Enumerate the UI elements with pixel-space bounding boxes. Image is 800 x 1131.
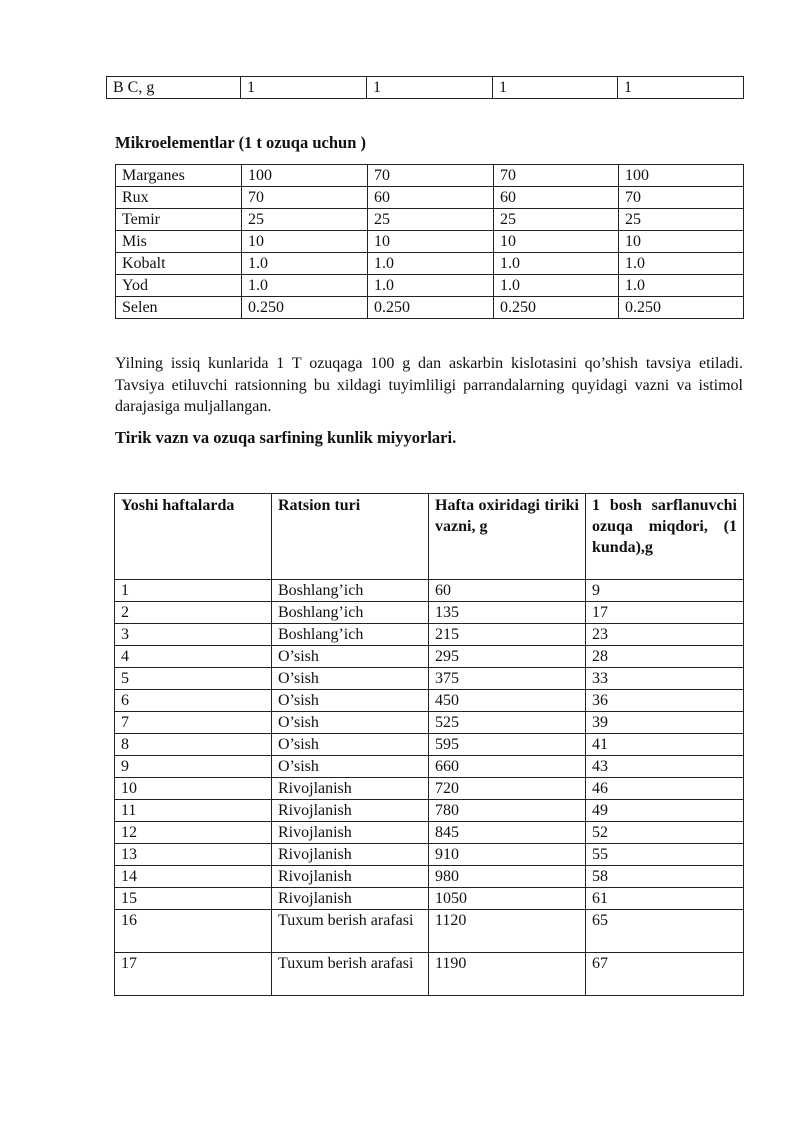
norms-table <box>114 493 744 996</box>
table-cell: 1.0 <box>368 253 494 275</box>
table-row <box>115 866 744 888</box>
table-row <box>107 77 744 99</box>
table-cell: 0.250 <box>368 297 494 319</box>
table-cell: 1 <box>618 77 744 99</box>
table-cell: 720 <box>429 778 586 800</box>
table-cell: 10 <box>242 231 368 253</box>
column-header: Ratsion turi <box>272 494 429 580</box>
table-cell: 6 <box>115 690 272 712</box>
table-cell: 135 <box>429 602 586 624</box>
table-cell: 10 <box>619 231 744 253</box>
table-cell: 43 <box>586 756 744 778</box>
table-cell: 55 <box>586 844 744 866</box>
table-cell: 60 <box>368 187 494 209</box>
table-cell: Selen <box>116 297 242 319</box>
table-cell: 65 <box>586 910 744 953</box>
table-cell: 25 <box>619 209 744 231</box>
table-cell: 10 <box>115 778 272 800</box>
column-header: Yoshi haftalarda <box>115 494 272 580</box>
table-row <box>115 734 744 756</box>
table-cell: Boshlang’ich <box>272 580 429 602</box>
table-cell: Rivojlanish <box>272 822 429 844</box>
table-cell: Mis <box>116 231 242 253</box>
column-header: Hafta oxiridagi tiriki vazni, g <box>429 494 586 580</box>
table-cell: 25 <box>242 209 368 231</box>
table-row <box>115 888 744 910</box>
table-cell: 23 <box>586 624 744 646</box>
table-row <box>116 209 744 231</box>
table-cell: 25 <box>368 209 494 231</box>
table-cell: 0.250 <box>494 297 619 319</box>
table-cell: 36 <box>586 690 744 712</box>
table-cell: Rux <box>116 187 242 209</box>
table-cell: 13 <box>115 844 272 866</box>
table-cell: Temir <box>116 209 242 231</box>
table-cell: Tuxum berish arafasi <box>272 953 429 996</box>
norms-heading: Tirik vazn va ozuqa sarfining kunlik miyyorlari. <box>115 428 457 447</box>
table-cell: 450 <box>429 690 586 712</box>
table-cell: 58 <box>586 866 744 888</box>
table-cell: Yod <box>116 275 242 297</box>
table-cell: 4 <box>115 646 272 668</box>
table-cell: Rivojlanish <box>272 866 429 888</box>
table-cell: O’sish <box>272 712 429 734</box>
table-cell: 5 <box>115 668 272 690</box>
table-cell: 1190 <box>429 953 586 996</box>
table-cell: 33 <box>586 668 744 690</box>
table-cell: 28 <box>586 646 744 668</box>
table-cell: 1 <box>367 77 493 99</box>
micro-heading: Mikroelementlar (1 t ozuqa uchun ) <box>115 133 367 152</box>
table-cell: 1050 <box>429 888 586 910</box>
table-row <box>115 580 744 602</box>
table-cell: 1.0 <box>619 253 744 275</box>
table-cell: Boshlang’ich <box>272 624 429 646</box>
table-row <box>115 953 744 996</box>
table-cell: 11 <box>115 800 272 822</box>
table-cell: 9 <box>586 580 744 602</box>
table-cell: 1120 <box>429 910 586 953</box>
table-row <box>115 690 744 712</box>
table-row <box>115 822 744 844</box>
table-row <box>116 297 744 319</box>
table-cell: 595 <box>429 734 586 756</box>
table-cell: O’sish <box>272 756 429 778</box>
top-table <box>106 76 744 99</box>
table-cell: 780 <box>429 800 586 822</box>
table-cell: 100 <box>619 165 744 187</box>
table-row <box>116 275 744 297</box>
table-cell: 17 <box>586 602 744 624</box>
table-cell: 70 <box>242 187 368 209</box>
table-cell: 100 <box>242 165 368 187</box>
table-cell: 1.0 <box>619 275 744 297</box>
table-cell: 49 <box>586 800 744 822</box>
table-cell: 70 <box>494 165 619 187</box>
table-cell: 3 <box>115 624 272 646</box>
table-cell: 660 <box>429 756 586 778</box>
table-cell: 60 <box>494 187 619 209</box>
table-cell: 1.0 <box>368 275 494 297</box>
table-cell: B C, g <box>107 77 241 99</box>
table-row <box>116 231 744 253</box>
table-cell: 41 <box>586 734 744 756</box>
table-cell: Tuxum berish arafasi <box>272 910 429 953</box>
table-cell: 1 <box>493 77 618 99</box>
table-cell: 9 <box>115 756 272 778</box>
table-cell: 70 <box>368 165 494 187</box>
table-cell: 1 <box>241 77 367 99</box>
table-cell: 61 <box>586 888 744 910</box>
table-row <box>115 646 744 668</box>
table-cell: 0.250 <box>242 297 368 319</box>
table-row <box>115 778 744 800</box>
table-cell: Boshlang’ich <box>272 602 429 624</box>
table-row <box>115 800 744 822</box>
table-cell: 60 <box>429 580 586 602</box>
table-cell: 16 <box>115 910 272 953</box>
table-cell: 67 <box>586 953 744 996</box>
table-cell: 7 <box>115 712 272 734</box>
table-cell: 845 <box>429 822 586 844</box>
table-cell: 25 <box>494 209 619 231</box>
micro-table <box>115 164 744 319</box>
table-row <box>115 910 744 953</box>
table-cell: 1.0 <box>494 275 619 297</box>
table-cell: 1.0 <box>242 253 368 275</box>
table-row <box>115 668 744 690</box>
table-cell: 17 <box>115 953 272 996</box>
table-cell: Rivojlanish <box>272 778 429 800</box>
table-cell: 1.0 <box>494 253 619 275</box>
table-cell: O’sish <box>272 690 429 712</box>
body-paragraph: Yilning issiq kunlarida 1 T ozuqaga 100 g dan askarbin kislotasini qo’shish tavsiya etiladi. Tavsiya etiluvchi ratsionning bu xildagi tuyimliligi parrandalarning quyidagi vazni va istimol darajasiga muljallangan. <box>115 355 743 415</box>
table-cell: O’sish <box>272 668 429 690</box>
table-cell: 910 <box>429 844 586 866</box>
table-row <box>115 624 744 646</box>
table-cell: O’sish <box>272 734 429 756</box>
table-cell: Rivojlanish <box>272 844 429 866</box>
table-cell: 1 <box>115 580 272 602</box>
table-cell: 52 <box>586 822 744 844</box>
table-cell: 10 <box>368 231 494 253</box>
table-cell: Rivojlanish <box>272 800 429 822</box>
table-cell: 70 <box>619 187 744 209</box>
column-header: 1 bosh sarflanuvchi ozuqa miqdori, (1 kunda),g <box>586 494 744 580</box>
table-cell: 525 <box>429 712 586 734</box>
table-cell: 8 <box>115 734 272 756</box>
table-cell: 12 <box>115 822 272 844</box>
table-cell: 0.250 <box>619 297 744 319</box>
table-cell: 46 <box>586 778 744 800</box>
table-cell: 375 <box>429 668 586 690</box>
table-row <box>116 165 744 187</box>
table-row <box>115 756 744 778</box>
table-cell: Marganes <box>116 165 242 187</box>
table-cell: Kobalt <box>116 253 242 275</box>
table-row <box>116 187 744 209</box>
table-cell: 215 <box>429 624 586 646</box>
table-cell: 980 <box>429 866 586 888</box>
table-header-row <box>115 494 744 580</box>
table-cell: Rivojlanish <box>272 888 429 910</box>
table-row <box>116 253 744 275</box>
table-cell: 10 <box>494 231 619 253</box>
table-cell: 39 <box>586 712 744 734</box>
table-cell: 1.0 <box>242 275 368 297</box>
table-cell: O’sish <box>272 646 429 668</box>
table-row <box>115 844 744 866</box>
table-cell: 295 <box>429 646 586 668</box>
table-cell: 2 <box>115 602 272 624</box>
table-cell: 14 <box>115 866 272 888</box>
table-cell: 15 <box>115 888 272 910</box>
table-row <box>115 602 744 624</box>
table-row <box>115 712 744 734</box>
